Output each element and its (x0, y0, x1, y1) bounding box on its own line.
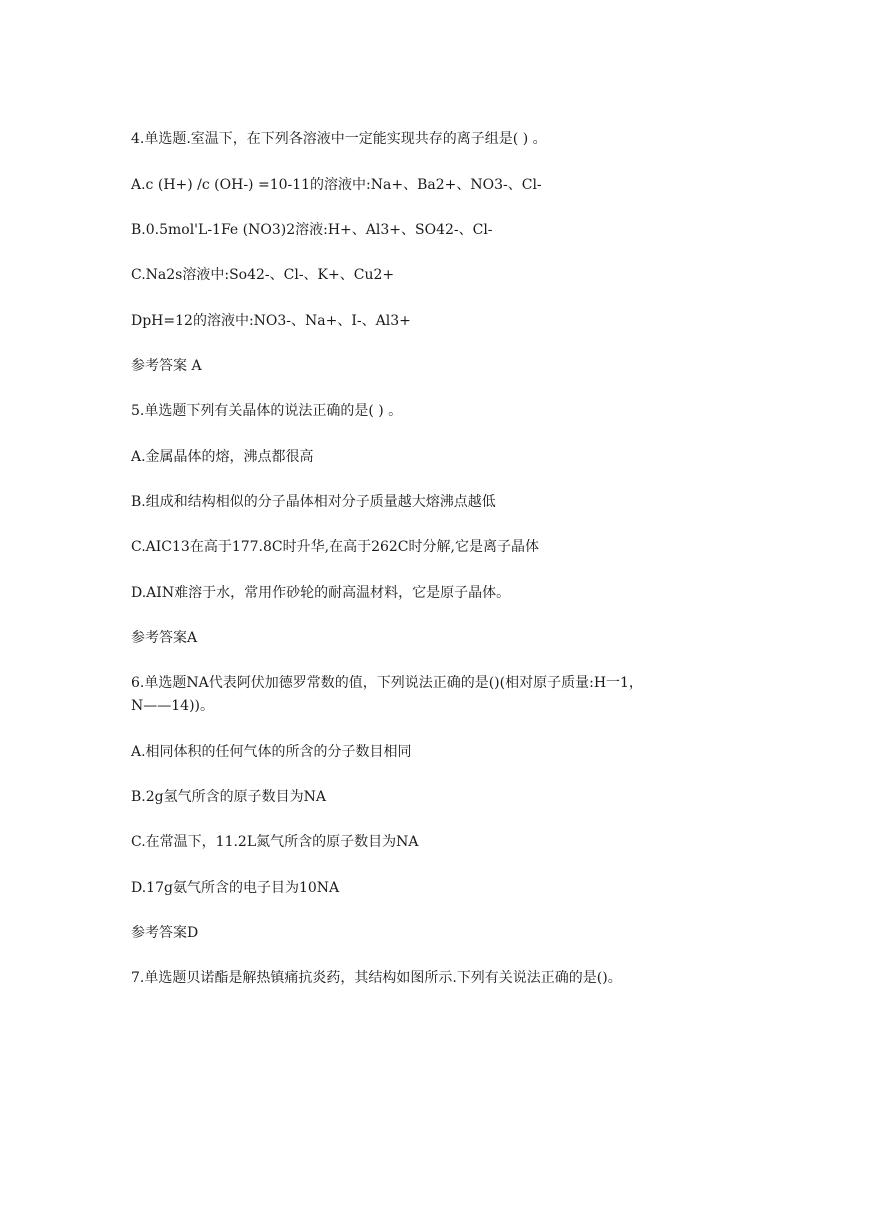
q7-stem: 7.单选题贝诺酯是解热镇痛抗炎药，其结构如图所示.下列有关说法正确的是()。 (131, 970, 622, 986)
q6-option-d: D.17g氨气所含的电子目为10NA (131, 880, 340, 896)
q4-answer: 参考答案 A (131, 358, 202, 374)
q4-option-d: DpH=12的溶液中:NO3-、Na+、I-、Al3+ (131, 313, 411, 329)
q5-answer: 参考答案A (131, 630, 198, 646)
q5-option-a: A.金属晶体的熔，沸点都很高 (131, 449, 314, 465)
q6-stem-continued: N——14))。 (131, 698, 214, 714)
q6-option-a: A.相同体积的任何气体的所含的分子数目相同 (131, 744, 412, 760)
q5-stem: 5.单选题下列有关晶体的说法正确的是( ) 。 (131, 403, 403, 419)
q4-option-a: A.c (H+) /c (OH-) =10-11的溶液中:Na+、Ba2+、NO3-、Cl- (131, 177, 542, 193)
q4-option-b: B.0.5mol'L-1Fe (NO3)2溶液:H+、Al3+、SO42-、Cl- (131, 222, 493, 238)
q6-option-b: B.2g氢气所含的原子数目为NA (131, 789, 326, 805)
q5-option-c: C.AIC13在高于177.8C时升华,在高于262C时分解,它是离子晶体 (131, 539, 539, 555)
q6-option-c: C.在常温下，11.2L氮气所含的原子数目为NA (131, 834, 419, 850)
q4-stem: 4.单选题.室温下，在下列各溶液中一定能实现共存的离子组是( ) 。 (131, 131, 547, 147)
q6-answer: 参考答案D (131, 925, 199, 941)
q5-option-b: B.组成和结构相似的分子晶体相对分子质量越大熔沸点越低 (131, 494, 496, 510)
q4-option-c: C.Na2s溶液中:So42-、Cl-、K+、Cu2+ (131, 267, 395, 283)
q6-stem: 6.单选题NA代表阿伏加德罗常数的值，下列说法正确的是()(相对原子质量:H一1， (131, 675, 643, 691)
q5-option-d: D.AIN难溶于水，常用作砂轮的耐高温材料，它是原子晶体。 (131, 585, 511, 601)
